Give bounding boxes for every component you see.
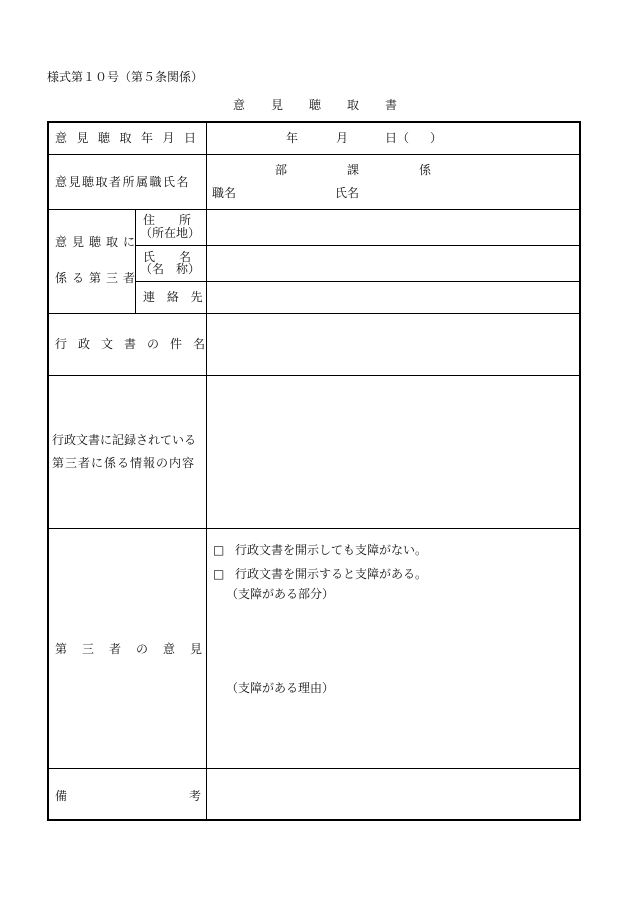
form-number: 様式第１０号（第５条関係） [47,70,204,84]
title-char: 書 [384,98,397,112]
remarks-label-right: 考 [189,789,202,803]
date-month: 月 [336,131,349,145]
officer-kakari: 係 [419,163,432,177]
officer-bu: 部 [275,163,288,177]
third-party-label-line1: 意見聴取に [55,235,141,249]
row-divider [135,281,580,282]
date-close: ） [430,131,443,145]
doc-subject-label: 行政文書の件名 [55,337,217,351]
name-label: 氏 名 [143,250,192,264]
row-divider [48,209,580,210]
form-table [47,121,581,821]
title-char: 意 [232,98,245,112]
officer-shokumei: 職名 [212,186,237,200]
remarks-label-left: 備 [55,789,68,803]
option-text: 行政文書を開示すると支障がある。 [235,567,428,581]
officer-shimei: 氏名 [335,186,360,200]
date-label-text: 意見聴取年月日 [55,131,206,145]
third-party-label-line2: 係る第三者 [55,271,141,285]
opinion-label: 第三者の意見 [55,642,218,656]
info-label-line1: 行政文書に記録されている [52,433,197,447]
date-year: 年 [286,131,299,145]
document-title [0,96,630,113]
column-divider [206,122,207,820]
row-divider [48,528,580,529]
row-divider [48,375,580,376]
harm-part-label: （支障がある部分） [226,587,335,601]
row-divider [48,313,580,314]
title-char: 見 [270,98,283,112]
title-char: 聴 [308,98,321,112]
info-label-line2: 第三者に係る情報の内容 [52,456,196,470]
row-divider [135,245,580,246]
opinion-option-no-harm [213,541,427,558]
address-label: 住 所 [143,213,192,227]
date-label [55,131,206,145]
date-day: 日（ [385,131,410,145]
officer-label: 意見聴取者所属職氏名 [55,175,191,189]
title-char: 取 [346,98,359,112]
option-text: 行政文書を開示しても支障がない。 [235,543,428,557]
checkbox-icon[interactable]: □ [213,543,225,557]
contact-label: 連 絡 先 [143,290,207,304]
checkbox-icon[interactable]: □ [213,567,225,581]
opinion-option-harm [213,565,427,582]
name-sublabel: （名 称） [140,262,201,276]
address-sublabel: （所在地） [140,226,201,240]
harm-reason-label: （支障がある理由） [226,681,335,695]
column-divider [135,209,136,313]
row-divider [48,768,580,769]
officer-ka: 課 [347,163,360,177]
row-divider [48,154,580,155]
